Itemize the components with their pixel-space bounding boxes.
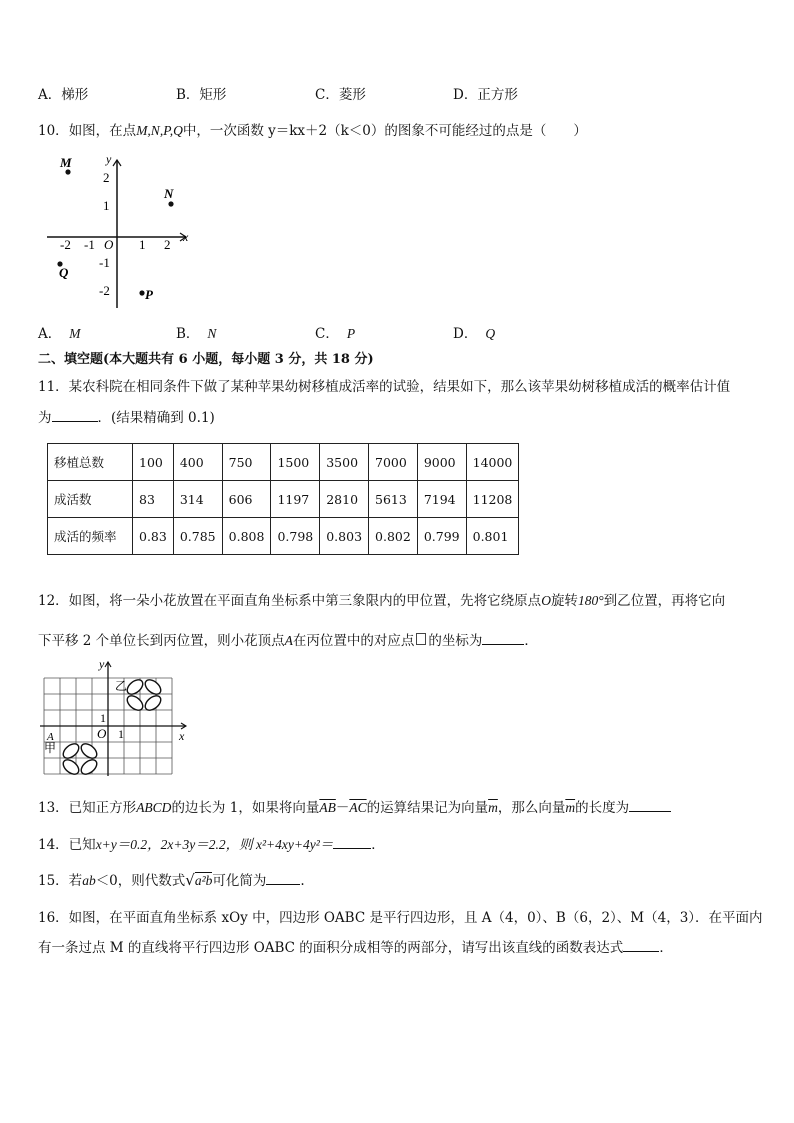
q9-option-a: A．梯形 (38, 87, 89, 103)
q10-number: 10． (38, 123, 69, 139)
q12-vertex-a: A (284, 633, 293, 648)
q10-option-b-var: N (207, 326, 217, 341)
flower-icon (125, 677, 164, 713)
q10-option-c (315, 322, 355, 342)
q12-one-x: 1 (118, 727, 124, 741)
q10-option-b-letter: B． (176, 326, 200, 342)
q10-post: 中，一次函数 y＝kx＋2（k＜0）的图象不可能经过的点是（ ） (182, 123, 587, 139)
q10-ytick-2: 2 (103, 170, 110, 185)
q12-text-c: 到乙位置，再将它向 (603, 593, 726, 609)
q12-jia-label: 甲 (44, 741, 57, 755)
q11-pre: 为 (38, 410, 52, 426)
q16-answer-blank[interactable] (623, 939, 659, 952)
q10-x-label: x (183, 230, 189, 244)
q10-pre: 如图，在点 (68, 123, 137, 139)
q14-end: ． (371, 837, 385, 853)
table-cell: 0.83 (133, 518, 174, 555)
table-row (48, 444, 519, 481)
q13-text-e: 的长度为 (575, 800, 630, 816)
q10-point-m (65, 169, 70, 174)
q12-line-2 (38, 629, 538, 649)
table-cell: 750 (222, 444, 271, 481)
q10-xtick-neg2: -2 (60, 237, 71, 252)
table-cell: 11208 (466, 481, 519, 518)
q12-answer-blank[interactable] (482, 632, 524, 645)
q10-option-a-letter: A． (38, 326, 62, 342)
q10-points: M,N,P,Q (136, 123, 183, 138)
table-cell: 1197 (271, 481, 320, 518)
q16-line-2 (38, 936, 673, 956)
q12-a-label: A (47, 731, 54, 743)
q10-option-a (38, 322, 81, 342)
q13-text-c: 的运算结果记为向量 (366, 800, 489, 816)
q11-line-1: 11．某农科院在相同条件下做了某种苹果幼树移植成活率的试验，结果如下，那么该苹果幼树移植成活的概率估计值 (38, 379, 731, 395)
table-cell: 1500 (271, 444, 320, 481)
q12-yi-label: 乙 (115, 679, 128, 693)
table-cell: 5613 (369, 481, 418, 518)
q15-text-b: ＜0，则代数式 (95, 873, 186, 889)
q13-vector-ac: $\overline{AC}$ (349, 800, 367, 815)
q12-angle: 180° (577, 593, 604, 608)
q10-label-n: N (164, 186, 174, 201)
q10-option-d-letter: D． (453, 326, 478, 342)
q10-label-q: Q (59, 265, 69, 280)
q9-option-b: B．矩形 (176, 87, 227, 103)
q10-label-p: P (145, 287, 153, 302)
q15-text-a: 15．若 (38, 873, 83, 889)
q10-xtick-neg1: -1 (84, 237, 95, 252)
q13-vector-m: $\overline{m}$ (488, 800, 498, 815)
q15-ab: ab (82, 873, 96, 888)
q13-answer-blank[interactable] (629, 799, 671, 812)
q12-grid-figure (36, 656, 196, 780)
q10-option-c-letter: C． (315, 326, 339, 342)
table-cell: 7194 (417, 481, 466, 518)
table-cell: 移植总数 (48, 444, 133, 481)
flower-icon (61, 741, 100, 777)
q10-stem (38, 119, 587, 139)
q10-option-c-var: P (346, 326, 356, 341)
table-cell: 100 (133, 444, 174, 481)
table-cell: 成活的频率 (48, 518, 133, 555)
table-cell: 9000 (417, 444, 466, 481)
q12-y-label: y (99, 657, 105, 671)
q12-x-label: x (179, 729, 185, 743)
q13-text-d: ，那么向量 (497, 800, 566, 816)
q10-option-a-var: M (69, 326, 81, 341)
q12-text-a: 12．如图，将一朵小花放置在平面直角坐标系中第三象限内的甲位置，先将它绕原点 (38, 593, 542, 609)
q15-line (38, 869, 305, 889)
table-cell: 0.799 (417, 518, 466, 555)
q10-ytick-neg1: -1 (99, 255, 110, 270)
table-cell: 0.808 (222, 518, 271, 555)
q10-xtick-2: 2 (164, 237, 171, 252)
sqrt-icon: √ (185, 871, 195, 889)
q10-label-m: M (60, 155, 72, 170)
table-cell: 0.785 (173, 518, 222, 555)
q10-option-d (453, 322, 495, 342)
q10-coordinate-graph (44, 150, 194, 315)
table-cell: 606 (222, 481, 271, 518)
q14-line (38, 833, 385, 853)
q14-answer-blank[interactable] (333, 836, 371, 849)
table-cell: 0.801 (466, 518, 519, 555)
q15-end: . (300, 873, 305, 889)
table-cell: 成活数 (48, 481, 133, 518)
table-cell: 0.802 (369, 518, 418, 555)
table-cell: 2810 (320, 481, 369, 518)
q14-condition: x+y＝0.2，2x+3y＝2.2，则 x²+4xy+4y²＝ (95, 837, 334, 852)
q16-end: ． (659, 940, 673, 956)
q10-point-n (168, 201, 173, 206)
q12-text-e: 在丙位置中的对应点 (292, 633, 415, 649)
q9-option-d: D．正方形 (453, 87, 518, 103)
q15-text-c: 可化简为 (212, 873, 267, 889)
q15-answer-blank[interactable] (266, 872, 300, 885)
q10-xtick-1: 1 (139, 237, 146, 252)
q12-end: ． (524, 633, 538, 649)
q13-text-b: 的边长为 1，如果将向量 (171, 800, 320, 816)
q13-text-a: 13．已知正方形 (38, 800, 137, 816)
table-cell: 7000 (369, 444, 418, 481)
table-row (48, 518, 519, 555)
q11-line-2 (38, 406, 215, 426)
q10-origin: O (104, 237, 114, 252)
table-cell: 0.798 (271, 518, 320, 555)
q10-option-d-var: Q (485, 326, 496, 341)
q16-text: 有一条过点 M 的直线将平行四边形 OABC 的面积分成相等的两部分，请写出该直线的函数表达式 (38, 940, 624, 956)
table-cell: 314 (173, 481, 222, 518)
table-cell: 400 (173, 444, 222, 481)
q13-line (38, 796, 671, 816)
q12-line-1 (38, 589, 725, 609)
q12-missing-glyph (416, 633, 426, 645)
q10-point-p (139, 290, 144, 295)
table-cell: 3500 (320, 444, 369, 481)
q11-data-table (47, 443, 519, 555)
table-cell: 0.803 (320, 518, 369, 555)
q12-text-b: 旋转 (550, 593, 578, 609)
q12-origin-o: O (541, 593, 551, 608)
q10-ytick-neg2: -2 (99, 283, 110, 298)
q9-option-c: C．菱形 (315, 87, 366, 103)
q10-option-b (176, 322, 216, 342)
q12-one-y: 1 (100, 711, 106, 725)
q12-text-d: 下平移 2 个单位长到丙位置，则小花顶点 (38, 633, 285, 649)
table-cell: 14000 (466, 444, 519, 481)
q14-text-a: 14．已知 (38, 837, 96, 853)
table-cell: 83 (133, 481, 174, 518)
table-row (48, 481, 519, 518)
section-2-heading: 二、填空题(本大题共有 6 小题，每小题 3 分，共 18 分) (38, 352, 374, 367)
q16-line-1: 16．如图，在平面直角坐标系 xOy 中，四边形 OABC 是平行四边形，且 A（4，0）、B（6，2）、M（4，3）．在平面内 (38, 910, 763, 926)
q10-ytick-1: 1 (103, 198, 110, 213)
q13-vector-ab: $\overline{AB}$ (319, 800, 336, 815)
q11-post: ．(结果精确到 0.1) (97, 410, 215, 426)
q10-y-label: y (106, 152, 112, 166)
q13-abcd: ABCD (136, 800, 172, 815)
q13-vector-m-2: $\overline{m}$ (565, 800, 576, 815)
q15-radicand: a²b (194, 873, 213, 888)
q13-minus: － (335, 800, 350, 816)
q11-answer-blank[interactable] (52, 409, 98, 422)
q12-origin: O (97, 726, 107, 741)
q12-text-f: 的坐标为 (428, 633, 483, 649)
